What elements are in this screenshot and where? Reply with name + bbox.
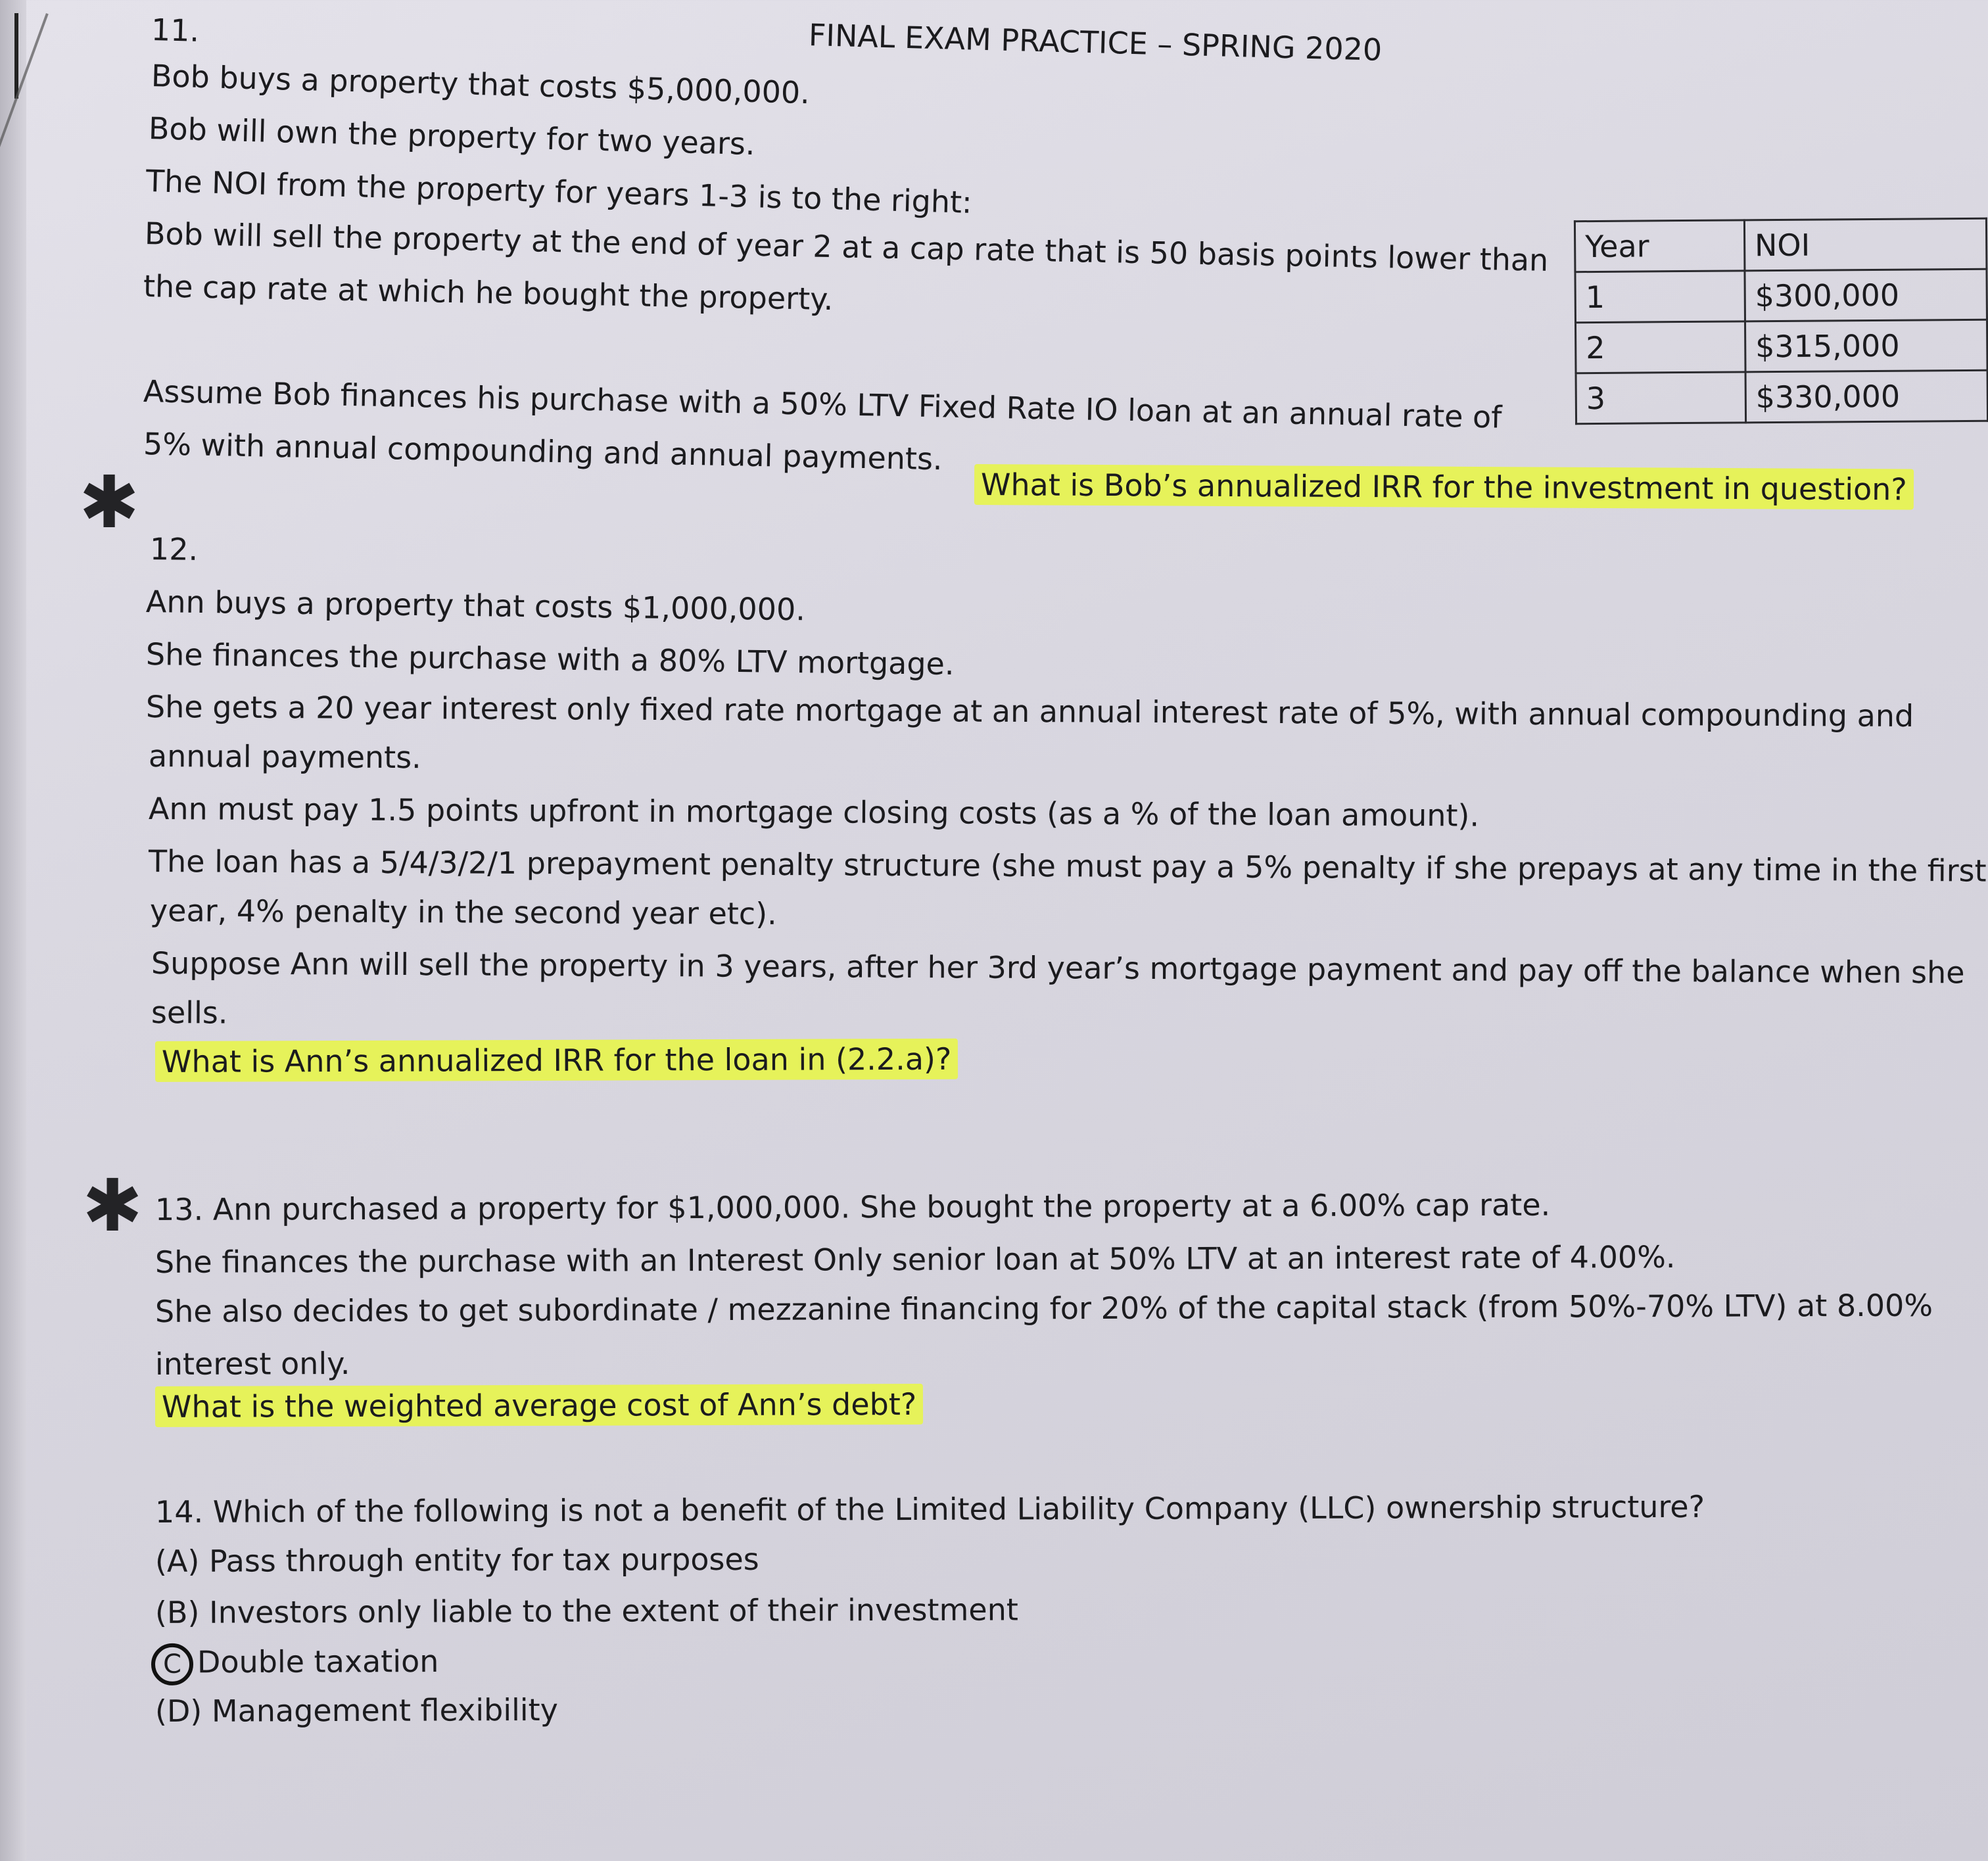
q14-option-c [151, 1642, 439, 1685]
table-row [1576, 370, 1988, 423]
q11-line-2: Bob will own the property for two years. [148, 110, 756, 162]
noi-table [1574, 218, 1988, 425]
star-mark-q13: ✱ [82, 1164, 143, 1248]
option-text: Pass through entity for tax purposes [208, 1541, 759, 1579]
q12-line-4: annual payments. [148, 738, 421, 776]
q11-line-1: Bob buys a property that costs $5,000,000. [151, 58, 811, 111]
page-title: FINAL EXAM PRACTICE – SPRING 2020 [808, 17, 1383, 68]
q12-question-highlight: What is Ann’s annualized IRR for the loan in (2.2.a)? [155, 1039, 958, 1082]
table-header-year: Year [1574, 220, 1744, 272]
q13-line-1: 13. Ann purchased a property for $1,000,000. She bought the property at a 6.00% cap rate. [154, 1187, 1551, 1227]
q13-line-3: She also decides to get subordinate / mezzanine financing for 20% of the capital stack (from 50%-70% LTV) at 8.00% [154, 1287, 1933, 1329]
option-letter: (A) [154, 1543, 200, 1579]
q11-line-7: 5% with annual compounding and annual payments. [143, 426, 943, 477]
q12-line-3: She gets a 20 year interest only fixed rate mortgage at an annual interest rate of 5%, with annual compounding and [145, 689, 1914, 734]
q11-line-5: the cap rate at which he bought the property. [143, 268, 834, 318]
q14-option-a [155, 1543, 759, 1578]
q13-question [155, 1388, 923, 1424]
q13-line-4: interest only. [154, 1345, 350, 1382]
q14-option-b [155, 1593, 1018, 1629]
q12-line-7: year, 4% penalty in the second year etc). [149, 893, 777, 931]
option-letter: (D) [154, 1693, 202, 1729]
q11-line-6: Assume Bob finances his purchase with a 50% LTV Fixed Rate IO loan at an annual rate of [143, 373, 1502, 435]
circled-answer: C [151, 1643, 193, 1685]
q13-line-2: She finances the purchase with an Interest Only senior loan at 50% LTV at an interest rate of 4.00%. [154, 1238, 1676, 1280]
q14-question: 14. Which of the following is not a benefit of the Limited Liability Company (LLC) ownership structure? [154, 1488, 1705, 1530]
option-text: Management flexibility [211, 1691, 558, 1729]
table-header-noi: NOI [1744, 218, 1987, 271]
q11-line-4: Bob will sell the property at the end of year 2 at a cap rate that is 50 basis points lower than [144, 216, 1549, 278]
q12-number: 12. [149, 531, 199, 567]
option-text: Investors only liable to the extent of their investment [208, 1591, 1018, 1630]
q12-line-2: She finances the purchase with a 80% LTV mortgage. [145, 636, 955, 682]
table-cell: 3 [1576, 372, 1745, 424]
table-header-row [1574, 218, 1987, 271]
q12-line-1: Ann buys a property that costs $1,000,000. [145, 584, 806, 628]
q13-question-highlight: What is the weighted average cost of Ann’s debt? [155, 1384, 923, 1427]
q12-line-8: Suppose Ann will sell the property in 3 years, after her 3rd year’s mortgage payment and pay off the balance when she [151, 945, 1965, 991]
q11-number: 11. [151, 12, 200, 49]
option-letter: (B) [154, 1594, 200, 1630]
q11-line-3: The NOI from the property for years 1-3 is to the right: [145, 163, 973, 220]
q11-question [974, 468, 1914, 506]
option-text: Double taxation [197, 1643, 439, 1680]
q12-line-6: The loan has a 5/4/3/2/1 prepayment penalty structure (she must pay a 5% penalty if she prepays at any time in the first [148, 843, 1987, 889]
table-row [1575, 269, 1987, 322]
q14-option-d [155, 1693, 558, 1728]
q12-line-9: sells. [151, 995, 228, 1031]
q12-line-5: Ann must pay 1.5 points upfront in mortgage closing costs (as a % of the loan amount). [148, 791, 1480, 834]
table-cell: $330,000 [1745, 370, 1988, 423]
table-cell: 1 [1575, 271, 1745, 323]
table-cell: $300,000 [1745, 269, 1987, 321]
table-cell: 2 [1576, 321, 1745, 373]
star-mark-q12: ✱ [79, 460, 140, 544]
q12-question [155, 1043, 958, 1079]
q11-question-highlight: What is Bob’s annualized IRR for the investment in question? [974, 464, 1914, 509]
table-cell: $315,000 [1745, 319, 1987, 372]
table-row [1576, 319, 1988, 373]
